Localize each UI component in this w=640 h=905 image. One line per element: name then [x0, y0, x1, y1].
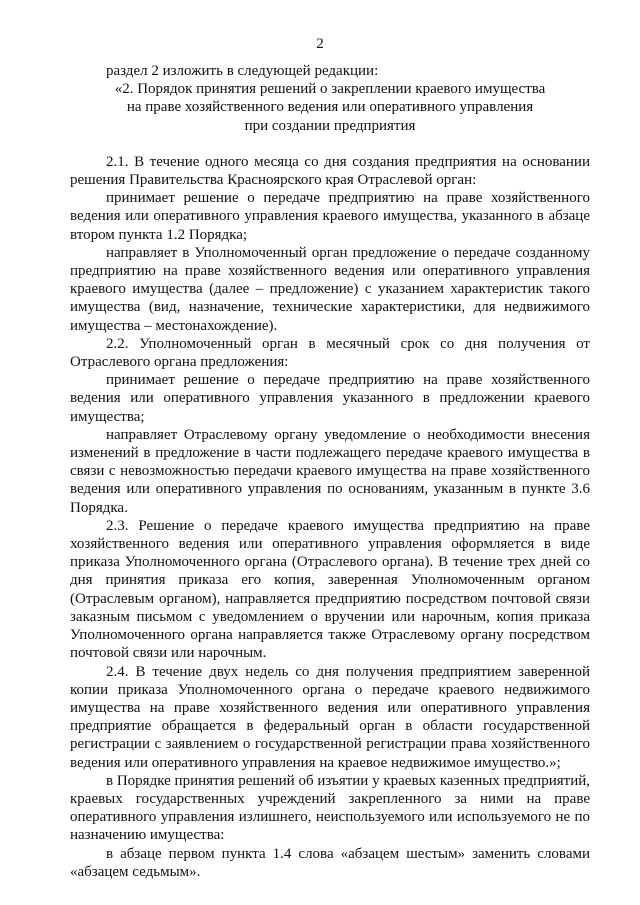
paragraph-2-3: 2.3. Решение о передаче краевого имущества предприятию на праве хозяйственного ведения или оперативного управления оформляется в виде приказа Уполномоченного органа (Отраслевого органа). В течение трех дней со дня принятия приказа его копия, заверенная Уполномоченным органом (Отраслевым органом), направляется предприятию посредством почтовой связи заказным письмом с уведомлением о вручении или нарочным, копия приказа Уполномоченного органа направляется также Отраслевому органу посредством почтовой связи или нарочным.	[70, 517, 590, 662]
paragraph-2-2-item-2: направляет Отраслевому органу уведомление о необходимости внесения изменений в предложение в части подлежащего передаче краевого имущества в связи с невозможностью передачи краевого имущества на праве хозяйственного ведения или оперативного управления по основаниям, указанным в пункте 3.6 Порядка.	[70, 426, 590, 516]
section-heading-line: на праве хозяйственного ведения или оперативного управления	[126, 99, 534, 116]
intro-line: раздел 2 изложить в следующей редакции:	[106, 63, 379, 79]
paragraph-2-2-item-1: принимает решение о передаче предприятию на праве хозяйственного ведения или оперативного управления указанного в предложении краевого имущества;	[70, 372, 590, 425]
page-number: 2	[316, 36, 324, 52]
paragraph-2-2: 2.2. Уполномоченный орган в месячный срок со дня получения от Отраслевого органа предложения:	[70, 335, 590, 371]
paragraph-withdrawal-order: в Порядке принятия решений об изъятии у краевых казенных предприятий, краевых государственных учреждений закрепленного за ними на праве оперативного управления излишнего, неиспользуемого или используемого не по назначению имущества:	[70, 772, 590, 844]
section-heading-line: «2. Порядок принятия решений о закреплении краевого имущества	[114, 81, 546, 98]
section-heading	[70, 80, 590, 135]
document-body	[70, 62, 590, 881]
paragraph-2-1-item-1: принимает решение о передаче предприятию на праве хозяйственного ведения или оперативного управления краевого имущества, указанного в абзаце втором пункта 1.2 Порядка;	[70, 190, 590, 243]
section-heading-line: при создании предприятия	[244, 117, 416, 134]
paragraph-2-1-item-2: направляет в Уполномоченный орган предложение о передаче созданному предприятию на праве хозяйственного ведения или оперативного управления краевого имущества (далее – предложение) с указанием характеристик такого имущества (вид, назначение, технические характеристики, для недвижимого имущества – местонахождение).	[70, 244, 590, 334]
paragraph-amendment-1-4: в абзаце первом пункта 1.4 слова «абзацем шестым» заменить словами «абзацем седьмым».	[70, 845, 590, 880]
paragraph-2-4: 2.4. В течение двух недель со дня получения предприятием заверенной копии приказа Уполномоченного органа о передаче краевого недвижимого имущества на праве хозяйственного ведения или оперативного управления предприятие обращается в федеральный орган в области государственной регистрации с заявлением о государственной регистрации права хозяйственного ведения или оперативного управления на краевое недвижимое имущество.»;	[70, 663, 590, 771]
paragraph-2-1: 2.1. В течение одного месяца со дня создания предприятия на основании решения Правительства Красноярского края Отраслевой орган:	[70, 153, 590, 189]
